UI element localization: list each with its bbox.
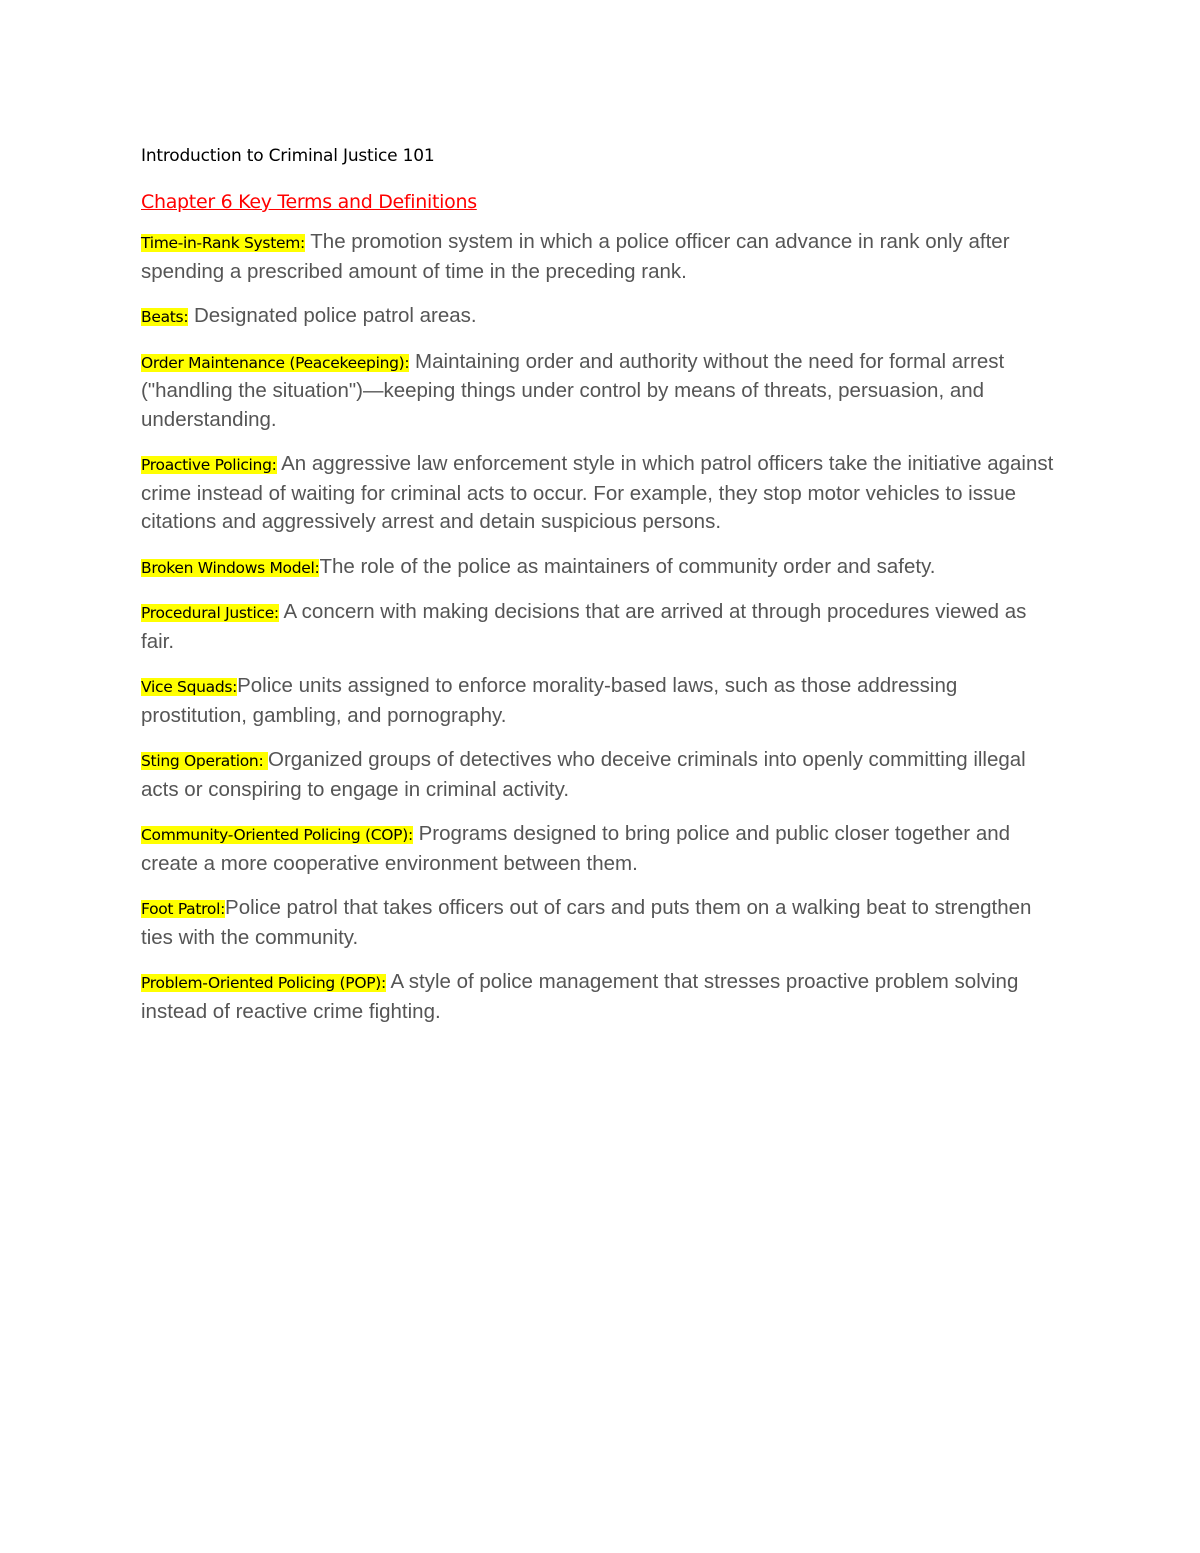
definition-item [141,450,1061,537]
term-definition: A style of police management that stresses proactive problem solving instead of reactive crime fighting. [141,970,1019,1023]
definition-item [141,968,1061,1026]
definition-item [141,820,1061,878]
chapter-heading: Chapter 6 Key Terms and Definitions [141,191,477,213]
definition-item [141,598,1061,656]
definition-item [141,894,1061,952]
definition-item [141,228,1061,286]
definition-item [141,672,1061,730]
term-definition: Programs designed to bring police and public closer together and create a more cooperative environment between them. [141,822,1011,875]
term-definition: Police units assigned to enforce morality-based laws, such as those addressing prostitution, gambling, and pornography. [141,674,958,727]
definition-item [141,302,1061,332]
term-definition: Maintaining order and authority without the need for formal arrest ("handling the situation")—keeping things under control by means of threats, persuasion, and understanding. [141,349,1005,431]
term-label: Vice Squads: [141,678,238,696]
term-label: Foot Patrol: [141,900,226,918]
term-label: Procedural Justice: [141,604,279,622]
term-label: Community-Oriented Policing (COP): [141,826,413,844]
definitions-list [141,228,1061,1026]
term-label: Broken Windows Model: [141,558,320,577]
term-label: Problem-Oriented Policing (POP): [141,974,386,992]
definition-item [141,348,1061,435]
term-label: Order Maintenance (Peacekeeping): [141,353,410,372]
definition-item [141,746,1061,804]
term-definition: An aggressive law enforcement style in which patrol officers take the initiative against crime instead of waiting for criminal acts to occur. For example, they stop motor vehicles to issue citations and aggressively arrest and detain suspicious persons. [141,452,1054,533]
term-label: Proactive Policing: [141,456,277,474]
term-label: Sting Operation: [141,752,268,770]
term-definition: Police patrol that takes officers out of cars and puts them on a walking beat to strengthen ties with the community. [141,896,1032,949]
term-definition: Organized groups of detectives who deceive criminals into openly committing illegal acts or conspiring to engage in criminal activity. [141,748,1026,801]
term-label: Beats: [141,308,189,326]
term-definition: Designated police patrol areas. [193,304,477,327]
document-page [141,142,1061,1042]
term-definition: A concern with making decisions that are arrived at through procedures viewed as fair. [141,600,1027,653]
term-definition: The role of the police as maintainers of community order and safety. [319,554,936,578]
term-definition: The promotion system in which a police officer can advance in rank only after spending a prescribed amount of time in the preceding rank. [141,230,1010,283]
term-label: Time-in-Rank System: [141,234,305,252]
course-title: Introduction to Criminal Justice 101 [141,146,435,166]
definition-item [141,553,1061,583]
